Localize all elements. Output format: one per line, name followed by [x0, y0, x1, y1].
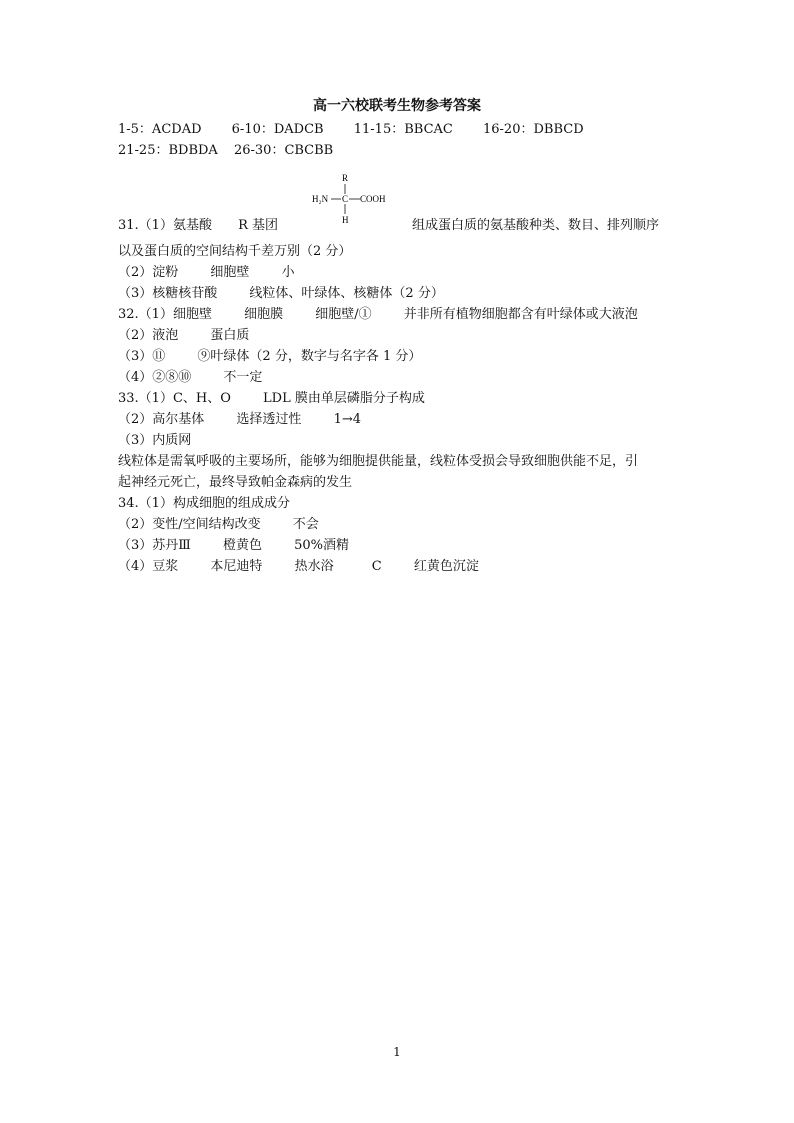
- answer-group: 11-15：BBCAC: [353, 122, 453, 137]
- answer-group: 21-25：BDBDA: [118, 143, 218, 158]
- q32-item: 32.（1）细胞壁: [118, 307, 212, 322]
- q32-line-4: [118, 369, 262, 387]
- q31-item: 线粒体、叶绿体、核糖体（2 分）: [249, 286, 444, 301]
- q34-item: 热水浴: [294, 559, 334, 574]
- answer-group: 1-5：ACDAD: [118, 122, 202, 137]
- answer-group: 6-10：DADCB: [231, 122, 324, 137]
- structure-c: C: [342, 194, 349, 204]
- q32-item: 细胞壁/①: [315, 307, 372, 322]
- structure-h: H: [342, 215, 349, 225]
- q33-item: （2）高尔基体: [118, 412, 205, 427]
- q32-line-2: [118, 327, 249, 345]
- page-number: 1: [393, 1045, 401, 1059]
- q32-item: （2）液泡: [118, 328, 179, 343]
- amino-acid-structure: [310, 172, 400, 228]
- structure-r: R: [342, 173, 349, 183]
- q31-line-1-right: [412, 217, 659, 235]
- answer-group: 26-30：CBCBB: [233, 143, 334, 158]
- page-title: 高一六校联考生物参考答案: [313, 98, 481, 114]
- q31-item: （3）核糖核苷酸: [118, 286, 218, 301]
- q31-item: 组成蛋白质的氨基酸种类、数目、排列顺序: [412, 218, 660, 233]
- q32-item: （4）②⑧⑩: [118, 370, 192, 385]
- structure-h2n: H₂N: [312, 194, 329, 204]
- q34-line-4: [118, 558, 479, 576]
- q32-item: 细胞膜: [244, 307, 284, 322]
- structure-cooh: COOH: [360, 194, 386, 204]
- q31-line-1: [118, 217, 278, 235]
- q31-item: （2）淀粉: [118, 265, 179, 280]
- q33-line-1: [118, 390, 425, 408]
- q31-item: 小: [281, 265, 295, 280]
- q32-item: 不一定: [223, 370, 263, 385]
- q33-line-3: （3）内质网: [118, 433, 192, 448]
- q31-item: 细胞壁: [210, 265, 250, 280]
- q34-line-1: 34.（1）构成细胞的组成成分: [118, 496, 290, 511]
- q34-item: C: [371, 559, 382, 574]
- q33-line-5: 起神经元死亡，最终导致帕金森病的发生: [118, 475, 353, 490]
- q32-line-1: [118, 306, 638, 324]
- q34-item: 不会: [292, 517, 319, 532]
- q32-line-3: [118, 348, 421, 366]
- q31-line-3: [118, 264, 295, 282]
- q32-item: 蛋白质: [210, 328, 250, 343]
- q33-item: 1→4: [333, 412, 362, 427]
- q31-line-2: 以及蛋白质的空间结构千差万别（2 分）: [118, 244, 352, 259]
- q34-item: 红黄色沉淀: [413, 559, 479, 574]
- answers-row-2: [118, 142, 333, 160]
- q34-item: （4）豆浆: [118, 559, 179, 574]
- q33-line-2: [118, 411, 361, 429]
- q33-line-4: 线粒体是需氧呼吸的主要场所，能够为细胞提供能量，线粒体受损会导致细胞供能不足，引: [118, 454, 639, 469]
- q34-item: （2）变性/空间结构改变: [118, 517, 261, 532]
- q32-item: ⑨叶绿体（2 分，数字与名字各 1 分）: [197, 349, 422, 364]
- q33-item: LDL 膜由单层磷脂分子构成: [263, 391, 425, 406]
- q34-item: 橙黄色: [222, 538, 262, 553]
- q34-line-2: [118, 516, 319, 534]
- q31-item: 31.（1）氨基酸: [118, 218, 212, 233]
- q33-item: 33.（1）C、H、O: [118, 391, 231, 406]
- q34-item: 本尼迪特: [210, 559, 263, 574]
- answers-row-1: [118, 121, 584, 139]
- q34-item: 50%酒精: [294, 538, 350, 553]
- amino-acid-structure-diagram: [310, 172, 400, 228]
- q31-line-4: [118, 285, 444, 303]
- q34-line-3: [118, 537, 349, 555]
- q33-item: 选择透过性: [236, 412, 302, 427]
- q31-item: R 基团: [238, 218, 279, 233]
- answer-group: 16-20：DBBCD: [483, 122, 584, 137]
- q34-item: （3）苏丹Ⅲ: [118, 538, 191, 553]
- q32-item: （3）⑪: [118, 349, 166, 364]
- q32-item: 并非所有植物细胞都含有叶绿体或大液泡: [403, 307, 638, 322]
